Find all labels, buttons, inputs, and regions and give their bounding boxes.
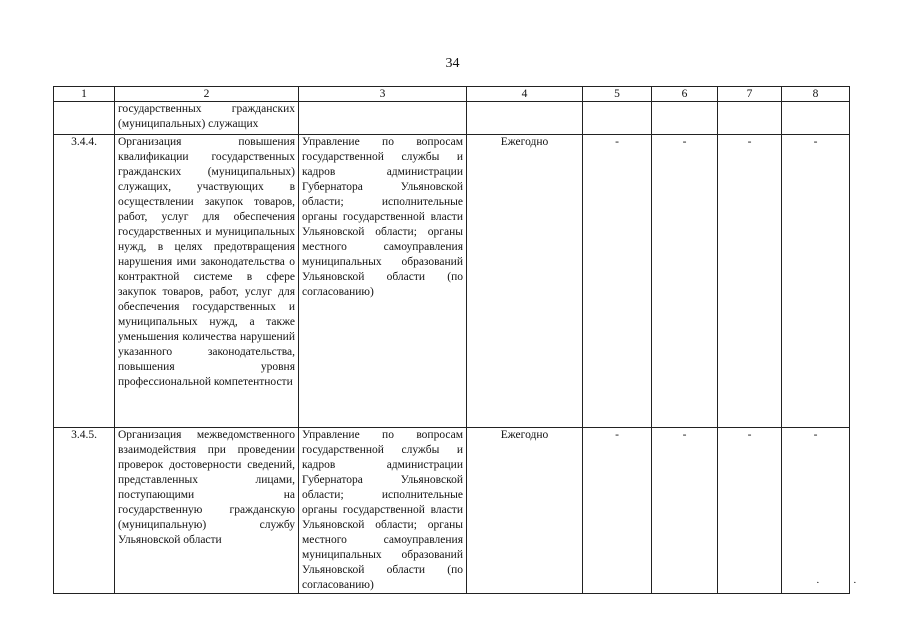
value-cell: - <box>583 135 652 428</box>
header-cell: 5 <box>583 87 652 102</box>
header-cell: 4 <box>467 87 583 102</box>
value-cell <box>718 102 782 135</box>
value-cell <box>782 102 850 135</box>
header-cell: 3 <box>299 87 467 102</box>
value-cell: - <box>718 428 782 594</box>
row-number: 3.4.5. <box>54 428 115 594</box>
table-row <box>54 428 850 594</box>
period-text: Ежегодно <box>467 428 583 594</box>
header-row <box>54 87 850 102</box>
row-number: 3.4.4. <box>54 135 115 428</box>
table-row <box>54 102 850 135</box>
header-cell: 8 <box>782 87 850 102</box>
value-cell: - <box>782 135 850 428</box>
header-cell: 6 <box>652 87 718 102</box>
value-cell: - <box>782 428 850 594</box>
measure-text: государственных гражданских (муниципальных) служащих <box>115 102 299 135</box>
header-cell: 7 <box>718 87 782 102</box>
value-cell <box>652 102 718 135</box>
page-number: 34 <box>445 56 460 71</box>
row-number <box>54 102 115 135</box>
value-cell <box>583 102 652 135</box>
value-cell: - <box>718 135 782 428</box>
document-table <box>53 86 850 594</box>
measure-text: Организация межведомственного взаимодействия при проведении проверок достоверности сведений, представленных лицами, поступающими на государственную гражданскую (муниципальную) службу Ульяновской области <box>115 428 299 594</box>
responsible-text <box>299 102 467 135</box>
value-cell: - <box>583 428 652 594</box>
responsible-text: Управление по вопросам государственной службы и кадров администрации Губернатора Ульяновской области; исполнительные органы государственной власти Ульяновской области; органы местного самоуправления муниципальных образований Ульяновской области (по согласованию) <box>299 135 467 428</box>
value-cell: - <box>652 428 718 594</box>
measure-text: Организация повышения квалификации государственных гражданских (муниципальных) служащих, участвующих в осуществлении закупок товаров, работ, услуг для обеспечения государственных и муниципальных нужд, в целях предотвращения нарушения ими законодательства о контрактной системе в сфере закупок товаров, работ, услуг для обеспечения государственных и муниципальных нужд, а также уменьшения количества нарушений указанного законодательства, повышения уровня профессиональной компетентности <box>115 135 299 428</box>
responsible-text: Управление по вопросам государственной службы и кадров администрации Губернатора Ульяновской области; исполнительные органы государственной власти Ульяновской области; органы местного самоуправления муниципальных образований Ульяновской области (по согласованию) <box>299 428 467 594</box>
scan-speck: · <box>816 577 820 589</box>
scan-speck: · <box>853 577 857 589</box>
header-cell: 2 <box>115 87 299 102</box>
header-cell: 1 <box>54 87 115 102</box>
value-cell: - <box>652 135 718 428</box>
period-text <box>467 102 583 135</box>
period-text: Ежегодно <box>467 135 583 428</box>
table-row <box>54 135 850 428</box>
